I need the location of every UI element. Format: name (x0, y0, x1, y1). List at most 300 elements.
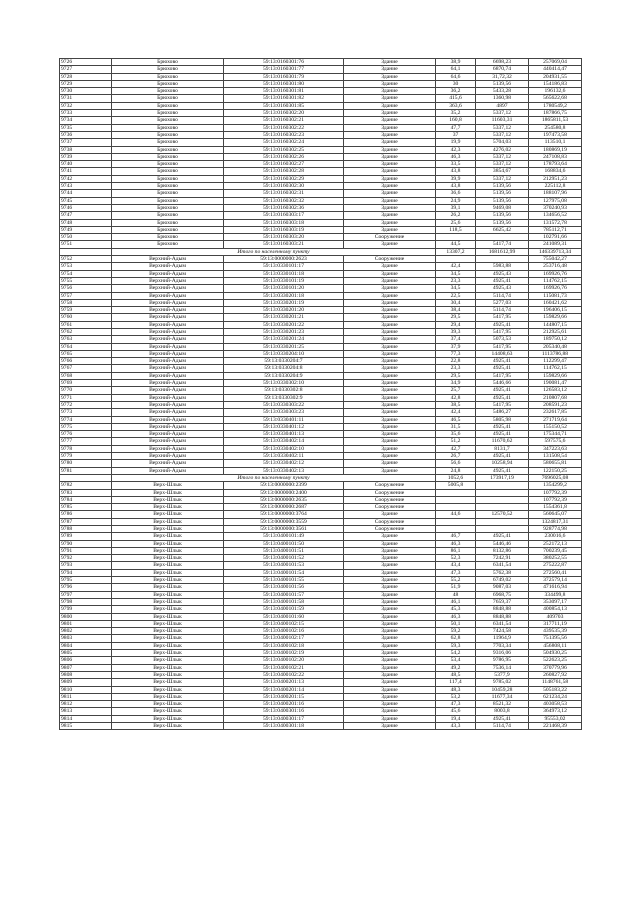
table-row (60, 299, 582, 306)
area-value: 59,2 (436, 628, 476, 635)
area-value: 34,5 (436, 270, 476, 277)
row-number: 9764 (60, 343, 112, 350)
object-type: Сооружение (344, 234, 436, 241)
settlement-name: Верхний-Адым (112, 460, 224, 467)
settlement-name: Верх-Шлык (112, 555, 224, 562)
settlement-name: Верхний-Адым (112, 401, 224, 408)
unit-price-value: 5704,03 (476, 139, 529, 146)
object-type: Здание (344, 285, 436, 292)
cadastral-number: 59:13:0330201:19 (224, 299, 344, 306)
settlement-name: Верхний-Адым (112, 350, 224, 357)
area-value (436, 496, 476, 503)
cadastral-number: 59:13:0160303:18 (224, 219, 344, 226)
settlement-name: Верх-Шлык (112, 620, 224, 627)
settlement-name: Верхний-Адым (112, 336, 224, 343)
table-row (60, 569, 582, 576)
cadastral-value: 230016,6 (529, 533, 582, 540)
cadastral-value: 253716,48 (529, 263, 582, 270)
cadastral-number: 59:13:0160302:27 (224, 161, 344, 168)
cadastral-number: 59:13:0160302:32 (224, 197, 344, 204)
cadastral-value: 131508,54 (529, 453, 582, 460)
table-row (60, 241, 582, 248)
unit-price-value: 6341,54 (476, 620, 529, 627)
row-number: 9739 (60, 153, 112, 160)
object-type: Здание (344, 226, 436, 233)
settlement-name: Брюхово (112, 168, 224, 175)
cadastral-number: 59:13:0400102:21 (224, 664, 344, 671)
settlement-name: Верхний-Адым (112, 409, 224, 416)
area-value: 37,9 (436, 343, 476, 350)
unit-price-value: 7536,14 (476, 664, 529, 671)
row-number: 9804 (60, 642, 112, 649)
object-type: Здание (344, 577, 436, 584)
row-number: 9770 (60, 387, 112, 394)
settlement-name: Верх-Шлык (112, 540, 224, 547)
area-value: 363,6 (436, 102, 476, 109)
settlement-name: Верх-Шлык (112, 708, 224, 715)
settlement-name: Верхний-Адым (112, 365, 224, 372)
cadastral-number: 59:13:0160302:31 (224, 190, 344, 197)
table-row (60, 183, 582, 190)
row-number: 9813 (60, 708, 112, 715)
cadastral-value: 471616,94 (529, 584, 582, 591)
row-number: 9751 (60, 241, 112, 248)
settlement-name: Верхний-Адым (112, 453, 224, 460)
row-number: 9777 (60, 438, 112, 445)
area-value: 46,5 (436, 416, 476, 423)
cadastral-value: 755042,27 (529, 256, 582, 263)
cadastral-value: 252172,13 (529, 540, 582, 547)
row-number: 9734 (60, 117, 112, 124)
cadastral-value: 196132,6 (529, 88, 582, 95)
cadastral-value: 565622,68 (529, 95, 582, 102)
settlement-name: Брюхово (112, 204, 224, 211)
object-type: Здание (344, 394, 436, 401)
row-number: 9797 (60, 591, 112, 598)
object-type: Здание (344, 562, 436, 569)
unit-price-value: 4925,41 (476, 321, 529, 328)
table-row (60, 591, 582, 598)
table-row (60, 285, 582, 292)
settlement-name: Верхний-Адым (112, 372, 224, 379)
table-row (60, 146, 582, 153)
unit-price-value: 4925,41 (476, 387, 529, 394)
settlement-name: Верх-Шлык (112, 657, 224, 664)
row-number: 9747 (60, 212, 112, 219)
unit-price-value: 8003,8 (476, 708, 529, 715)
row-number: 9786 (60, 511, 112, 518)
unit-price-value: 4925,41 (476, 277, 529, 284)
object-type: Сооружение (344, 256, 436, 263)
cadastral-number: 59:13:0000000:2635 (224, 496, 344, 503)
row-number: 9787 (60, 518, 112, 525)
object-type: Здание (344, 445, 436, 452)
object-type: Здание (344, 168, 436, 175)
row-number: 9800 (60, 613, 112, 620)
object-type: Здание (344, 715, 436, 722)
settlement-name: Верхний-Адым (112, 394, 224, 401)
area-value: 42,3 (436, 146, 476, 153)
object-type: Здание (344, 657, 436, 664)
cadastral-number: 59:13:0160302:36 (224, 204, 344, 211)
cadastral-number: 59:13:0400101:53 (224, 562, 344, 569)
cadastral-number: 59:13:0160302:24 (224, 139, 344, 146)
unit-price-value: 6870,74 (476, 66, 529, 73)
object-type: Здание (344, 263, 436, 270)
cadastral-number: 59:13:0400101:56 (224, 584, 344, 591)
row-number: 9754 (60, 270, 112, 277)
area-value: 36,6 (436, 190, 476, 197)
cadastral-number: 59:13:0330201:20 (224, 307, 344, 314)
row-number: 9788 (60, 526, 112, 533)
cadastral-value: 114762,15 (529, 277, 582, 284)
empty-cell (60, 248, 112, 255)
cadastral-number: 59:13:0160301:79 (224, 73, 344, 80)
object-type: Здание (344, 569, 436, 576)
object-type: Здание (344, 270, 436, 277)
cadastral-number: 59:13:0330101:17 (224, 263, 344, 270)
cadastral-number: 59:13:0160303:17 (224, 212, 344, 219)
area-value: 46,7 (436, 533, 476, 540)
row-number: 9740 (60, 161, 112, 168)
cadastral-value: 560645,07 (529, 511, 582, 518)
unit-price-value: 6341,54 (476, 562, 529, 569)
cadastral-number: 59:13:0330302:9 (224, 394, 344, 401)
settlement-name: Брюхово (112, 146, 224, 153)
unit-price-value: 6968,75 (476, 591, 529, 598)
area-value: 43,3 (436, 723, 476, 730)
object-type: Здание (344, 336, 436, 343)
row-number: 9750 (60, 234, 112, 241)
cadastral-value: 159829,66 (529, 314, 582, 321)
row-number: 9733 (60, 110, 112, 117)
object-type: Здание (344, 533, 436, 540)
row-number: 9729 (60, 80, 112, 87)
table-row (60, 394, 582, 401)
settlement-name: Верхний-Адым (112, 263, 224, 270)
row-number: 9758 (60, 299, 112, 306)
settlement-name: Брюхово (112, 59, 224, 66)
settlement-name: Верх-Шлык (112, 628, 224, 635)
table-row (60, 642, 582, 649)
area-value: 118,5 (436, 226, 476, 233)
unit-price-value: 5417,95 (476, 372, 529, 379)
table-row (60, 292, 582, 299)
cadastral-value: 189750,12 (529, 336, 582, 343)
area-value: 35,2 (436, 110, 476, 117)
settlement-name: Брюхово (112, 95, 224, 102)
area-value: 48,3 (436, 686, 476, 693)
table-row (60, 562, 582, 569)
table-row (60, 715, 582, 722)
cadastral-number: 59:13:0330303:23 (224, 409, 344, 416)
unit-price-value (476, 482, 529, 489)
cadastral-number: 59:13:0400101:52 (224, 555, 344, 562)
table-row (60, 482, 582, 489)
settlement-name: Верх-Шлык (112, 562, 224, 569)
object-type: Здание (344, 628, 436, 635)
object-type: Здание (344, 380, 436, 387)
table-row (60, 657, 582, 664)
cadastral-value: 134656,52 (529, 212, 582, 219)
area-value: 47,3 (436, 569, 476, 576)
unit-price-value: 5114,74 (476, 307, 529, 314)
row-number: 9806 (60, 657, 112, 664)
object-type: Здание (344, 708, 436, 715)
row-number: 9775 (60, 423, 112, 430)
unit-price-value: 5277,03 (476, 299, 529, 306)
cadastral-number: 59:13:0330401:11 (224, 416, 344, 423)
row-number: 9769 (60, 380, 112, 387)
row-number: 9759 (60, 307, 112, 314)
cadastral-number: 59:13:0400101:49 (224, 533, 344, 540)
object-type: Здание (344, 292, 436, 299)
object-type: Сооружение (344, 504, 436, 511)
object-type: Здание (344, 197, 436, 204)
unit-price-value: 8132,86 (476, 547, 529, 554)
unit-price-value: 5433,28 (476, 88, 529, 95)
settlement-name: Верх-Шлык (112, 533, 224, 540)
cadastral-value: 107792,39 (529, 489, 582, 496)
row-number: 9785 (60, 504, 112, 511)
table-row (60, 555, 582, 562)
cadastral-value: 175344,71 (529, 431, 582, 438)
area-value: 29,4 (436, 321, 476, 328)
area-value: 62,8 (436, 635, 476, 642)
object-type: Здание (344, 190, 436, 197)
cadastral-value: 204931,55 (529, 73, 582, 80)
row-number: 9727 (60, 66, 112, 73)
object-type: Здание (344, 139, 436, 146)
cadastral-number: 59:13:0160302:29 (224, 175, 344, 182)
table-row (60, 387, 582, 394)
cadastral-value: 522623,25 (529, 657, 582, 664)
object-type: Здание (344, 95, 436, 102)
cadastral-value: 196406,15 (529, 307, 582, 314)
object-type: Здание (344, 183, 436, 190)
area-value: 44,6 (436, 511, 476, 518)
total-area: 1052,6 (436, 474, 476, 481)
settlement-name: Верх-Шлык (112, 504, 224, 511)
settlement-name: Верх-Шлык (112, 482, 224, 489)
total-cadastral-value: 7696025,08 (529, 474, 582, 481)
table-row (60, 204, 582, 211)
unit-price-value: 4925,41 (476, 533, 529, 540)
cadastral-value: 155150,52 (529, 423, 582, 430)
cadastral-value: 409703 (529, 613, 582, 620)
table-row (60, 365, 582, 372)
cadastral-value: 188107,96 (529, 190, 582, 197)
area-value: 49,2 (436, 664, 476, 671)
area-value: 39,3 (436, 328, 476, 335)
object-type: Здание (344, 467, 436, 474)
table-row (60, 234, 582, 241)
area-value: 39,1 (436, 204, 476, 211)
row-number: 9810 (60, 686, 112, 693)
area-value: 22,5 (436, 292, 476, 299)
unit-price-value: 5337,12 (476, 131, 529, 138)
cadastral-number: 59:13:0330201:21 (224, 314, 344, 321)
area-value: 64,1 (436, 66, 476, 73)
table-row (60, 102, 582, 109)
area-value: 64,6 (436, 73, 476, 80)
area-value: 23,3 (436, 277, 476, 284)
cadastral-value: 275222,87 (529, 562, 582, 569)
row-number: 9776 (60, 431, 112, 438)
unit-price-value: 5983,88 (476, 263, 529, 270)
row-number: 9782 (60, 482, 112, 489)
table-row (60, 460, 582, 467)
area-value: 5005,8 (436, 482, 476, 489)
area-value: 48,5 (436, 671, 476, 678)
cadastral-number: 59:13:0330101:19 (224, 277, 344, 284)
settlement-name: Брюхово (112, 161, 224, 168)
table-row (60, 598, 582, 605)
area-value: 35,6 (436, 431, 476, 438)
object-type: Здание (344, 110, 436, 117)
area-value: 42,8 (436, 394, 476, 401)
row-number: 9768 (60, 372, 112, 379)
table-row (60, 358, 582, 365)
table-row (60, 124, 582, 131)
area-value: 53,4 (436, 657, 476, 664)
area-value: 86,1 (436, 547, 476, 554)
table-row (60, 504, 582, 511)
unit-price-value: 6625,42 (476, 226, 529, 233)
settlement-name: Верх-Шлык (112, 679, 224, 686)
settlement-name: Верх-Шлык (112, 496, 224, 503)
cadastral-number: 59:13:0000000:2623 (224, 256, 344, 263)
table-row (60, 518, 582, 525)
unit-price-value: 4925,41 (476, 365, 529, 372)
table-row (60, 270, 582, 277)
area-value: 26,7 (436, 453, 476, 460)
settlement-name: Верх-Шлык (112, 526, 224, 533)
settlement-name: Верх-Шлык (112, 650, 224, 657)
cadastral-number: 59:13:0400301:17 (224, 715, 344, 722)
object-type: Здание (344, 547, 436, 554)
table-row (60, 431, 582, 438)
object-type: Здание (344, 117, 436, 124)
row-number: 9728 (60, 73, 112, 80)
settlement-name: Верх-Шлык (112, 635, 224, 642)
area-value: 19,4 (436, 715, 476, 722)
table-row (60, 131, 582, 138)
cadastral-number: 59:13:0400102:20 (224, 657, 344, 664)
row-number: 9801 (60, 620, 112, 627)
unit-price-value: 5139,56 (476, 219, 529, 226)
total-unit-price: 1681612,99 (476, 248, 529, 255)
object-type: Здание (344, 671, 436, 678)
cadastral-value: 353097,17 (529, 598, 582, 605)
row-number: 9737 (60, 139, 112, 146)
cadastral-number: 59:13:0330204:10 (224, 350, 344, 357)
cadastral-value: 751395,56 (529, 635, 582, 642)
area-value: 77,3 (436, 350, 476, 357)
area-value: 51,9 (436, 584, 476, 591)
cadastral-number: 59:13:0330302:8 (224, 387, 344, 394)
cadastral-number: 59:13:0330302:10 (224, 380, 344, 387)
unit-price-value: 7424,58 (476, 628, 529, 635)
area-value: 37 (436, 131, 476, 138)
table-row (60, 380, 582, 387)
area-value (436, 504, 476, 511)
cadastral-value: 190081,47 (529, 380, 582, 387)
unit-price-value: 5139,56 (476, 197, 529, 204)
settlement-name: Верх-Шлык (112, 518, 224, 525)
cadastral-value: 187866,75 (529, 110, 582, 117)
cadastral-value: 208591,23 (529, 401, 582, 408)
cadastral-number: 59:13:0330402:12 (224, 460, 344, 467)
table-row (60, 650, 582, 657)
table-row (60, 59, 582, 66)
cadastral-number: 59:13:0160301:85 (224, 102, 344, 109)
row-number: 9795 (60, 577, 112, 584)
object-type: Здание (344, 591, 436, 598)
cadastral-number: 59:13:0400102:22 (224, 671, 344, 678)
row-number: 9805 (60, 650, 112, 657)
unit-price-value: 5139,56 (476, 190, 529, 197)
unit-price-value: 5446,46 (476, 540, 529, 547)
cadastral-value: 597575,6 (529, 438, 582, 445)
cadastral-number: 59:13:0160303:21 (224, 241, 344, 248)
settlement-name: Верх-Шлык (112, 715, 224, 722)
object-type: Здание (344, 204, 436, 211)
unit-price-value: 4925,41 (476, 423, 529, 430)
cadastral-number: 59:13:0330401:12 (224, 423, 344, 430)
cadastral-value: 113510,1 (529, 139, 582, 146)
cadastral-value: 247108,83 (529, 153, 582, 160)
table-row (60, 88, 582, 95)
table-row (60, 219, 582, 226)
settlement-name: Брюхово (112, 226, 224, 233)
table-row (60, 686, 582, 693)
cadastral-number: 59:13:0330201:25 (224, 343, 344, 350)
cadastral-number: 59:13:0400301:16 (224, 708, 344, 715)
row-number: 9744 (60, 190, 112, 197)
unit-price-value (476, 256, 529, 263)
cadastral-number: 59:13:0330201:18 (224, 292, 344, 299)
settlement-name: Брюхово (112, 102, 224, 109)
cadastral-value: 260827,92 (529, 671, 582, 678)
cadastral-value: 317711,19 (529, 620, 582, 627)
cadastral-number: 59:13:0330303:22 (224, 401, 344, 408)
cadastral-number: 59:13:0400102:15 (224, 620, 344, 627)
area-value: 30 (436, 80, 476, 87)
object-type: Здание (344, 431, 436, 438)
total-area: 13307,2 (436, 248, 476, 255)
settlement-name: Верх-Шлык (112, 701, 224, 708)
cadastral-number: 59:13:0160302:23 (224, 131, 344, 138)
row-number: 9756 (60, 285, 112, 292)
cadastral-number: 59:13:0160301:82 (224, 95, 344, 102)
settlement-name: Брюхово (112, 219, 224, 226)
row-number: 9773 (60, 409, 112, 416)
area-value: 43,8 (436, 183, 476, 190)
object-type: Здание (344, 80, 436, 87)
cadastral-number: 59:13:0400102:17 (224, 635, 344, 642)
cadastral-number: 59:13:0160303:19 (224, 226, 344, 233)
table-row (60, 409, 582, 416)
row-number: 9732 (60, 102, 112, 109)
area-value: 56,6 (436, 460, 476, 467)
unit-price-value: 5139,56 (476, 80, 529, 87)
unit-price-value: 4925,43 (476, 285, 529, 292)
object-type: Здание (344, 277, 436, 284)
cadastral-number: 59:13:0330201:23 (224, 328, 344, 335)
table-row (60, 350, 582, 357)
cadastral-value: 154186,83 (529, 80, 582, 87)
